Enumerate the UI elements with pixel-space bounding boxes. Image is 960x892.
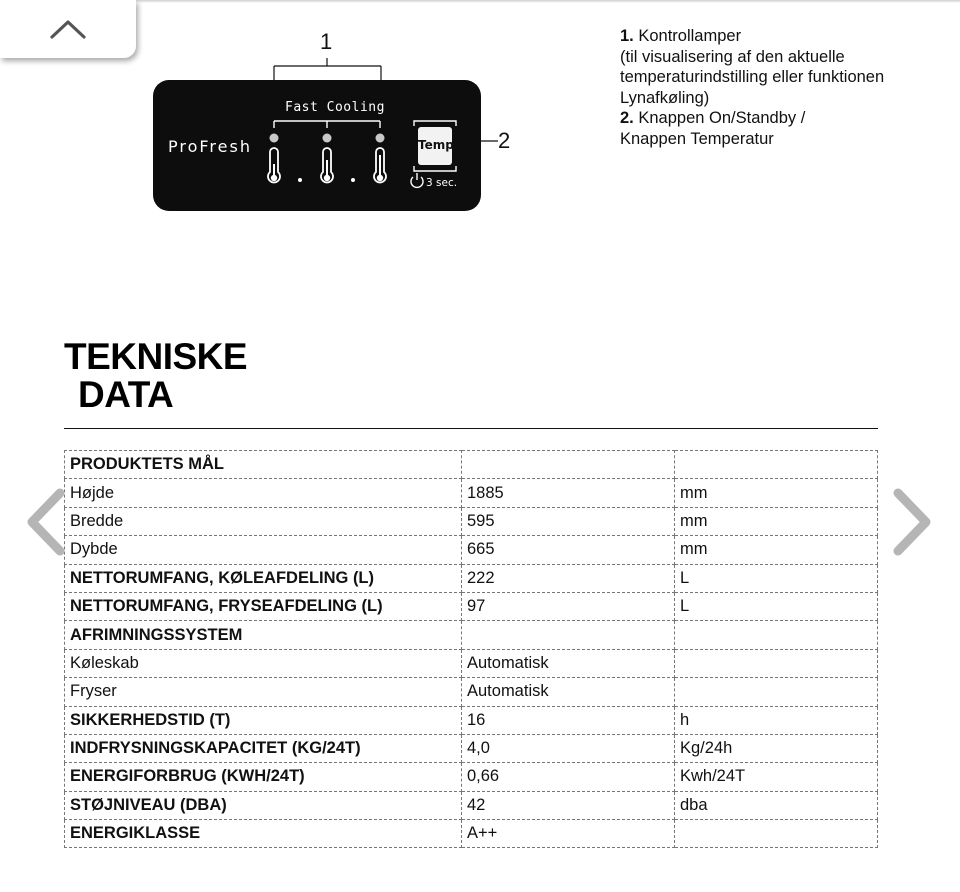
table-row <box>65 592 878 620</box>
indicator-lamp <box>270 134 279 143</box>
technical-data-table <box>64 450 878 848</box>
row-value: 0,66 <box>462 763 675 791</box>
row-unit <box>675 649 878 677</box>
table-row <box>65 791 878 819</box>
table-row <box>65 536 878 564</box>
table-row <box>65 451 878 479</box>
row-value <box>462 451 675 479</box>
legend-item-2-title-cont: Knappen Temperatur <box>620 129 774 148</box>
row-label: SIKKERHEDSTID (T) <box>65 706 462 734</box>
fast-cooling-label: Fast Cooling <box>285 100 385 115</box>
table-row <box>65 763 878 791</box>
table-row <box>65 621 878 649</box>
row-value: 222 <box>462 564 675 592</box>
heading-line-2: DATA <box>78 374 174 415</box>
row-unit: L <box>675 564 878 592</box>
legend-item-2-number: 2. <box>620 109 634 127</box>
legend-item-1-number: 1. <box>620 27 634 45</box>
table-row <box>65 564 878 592</box>
indicator-lamp <box>323 134 332 143</box>
table-row <box>65 734 878 762</box>
chevron-up-icon <box>48 17 88 41</box>
row-value: 16 <box>462 706 675 734</box>
chevron-right-icon <box>888 487 936 557</box>
row-label: ENERGIFORBRUG (KWH/24T) <box>65 763 462 791</box>
legend-item-1-description: (til visualisering af den aktuelle temperaturindstilling eller funktionen Lynafkøling) <box>620 47 885 107</box>
legend-item-2-title: Knappen On/Standby / <box>638 109 806 127</box>
row-label: ENERGIKLASSE <box>65 820 462 848</box>
next-page-button[interactable] <box>888 487 936 562</box>
table-row <box>65 678 878 706</box>
collapse-button[interactable] <box>0 0 136 58</box>
chevron-left-icon <box>22 487 70 557</box>
row-label: NETTORUMFANG, FRYSEAFDELING (L) <box>65 592 462 620</box>
callout-1: 1 <box>320 29 333 54</box>
section-heading <box>64 338 247 414</box>
row-unit: L <box>675 592 878 620</box>
row-value: 595 <box>462 507 675 535</box>
row-value: 42 <box>462 791 675 819</box>
prev-page-button[interactable] <box>22 487 70 562</box>
panel-brand: ProFresh <box>168 137 252 156</box>
row-label: Bredde <box>65 507 462 535</box>
technical-data-body <box>65 451 878 848</box>
legend <box>620 26 940 149</box>
callout-2: 2 <box>498 128 511 153</box>
row-value: 1885 <box>462 479 675 507</box>
row-value: Automatisk <box>462 649 675 677</box>
row-unit: h <box>675 706 878 734</box>
row-value: A++ <box>462 820 675 848</box>
row-value: 4,0 <box>462 734 675 762</box>
row-unit <box>675 820 878 848</box>
table-row <box>65 706 878 734</box>
row-value: Automatisk <box>462 678 675 706</box>
table-row <box>65 507 878 535</box>
row-unit <box>675 621 878 649</box>
heading-line-1: TEKNISKE <box>64 336 248 377</box>
temp-button-label: Temp. <box>418 138 459 152</box>
timer-label: 3 sec. <box>426 177 458 189</box>
row-value <box>462 621 675 649</box>
table-row <box>65 479 878 507</box>
table-row <box>65 649 878 677</box>
table-row <box>65 820 878 848</box>
row-label: Køleskab <box>65 649 462 677</box>
legend-item-1 <box>620 26 940 47</box>
row-value: 97 <box>462 592 675 620</box>
row-label: PRODUKTETS MÅL <box>65 451 462 479</box>
row-label: AFRIMNINGSSYSTEM <box>65 621 462 649</box>
row-value: 665 <box>462 536 675 564</box>
row-label: STØJNIVEAU (DBA) <box>65 791 462 819</box>
row-label: Dybde <box>65 536 462 564</box>
row-unit <box>675 451 878 479</box>
row-unit: mm <box>675 536 878 564</box>
legend-item-1-title: Kontrollamper <box>638 27 742 45</box>
row-unit: mm <box>675 479 878 507</box>
indicator-lamp <box>376 134 385 143</box>
control-panel-illustration <box>150 28 530 218</box>
top-shadow <box>136 0 960 3</box>
row-label: Højde <box>65 479 462 507</box>
row-unit: mm <box>675 507 878 535</box>
row-unit: dba <box>675 791 878 819</box>
row-unit <box>675 678 878 706</box>
row-label: Fryser <box>65 678 462 706</box>
row-unit: Kg/24h <box>675 734 878 762</box>
control-panel-graphic <box>150 28 530 218</box>
row-label: INDFRYSNINGSKAPACITET (KG/24T) <box>65 734 462 762</box>
heading-divider <box>64 428 878 429</box>
row-label: NETTORUMFANG, KØLEAFDELING (L) <box>65 564 462 592</box>
legend-item-2 <box>620 108 940 129</box>
row-unit: Kwh/24T <box>675 763 878 791</box>
